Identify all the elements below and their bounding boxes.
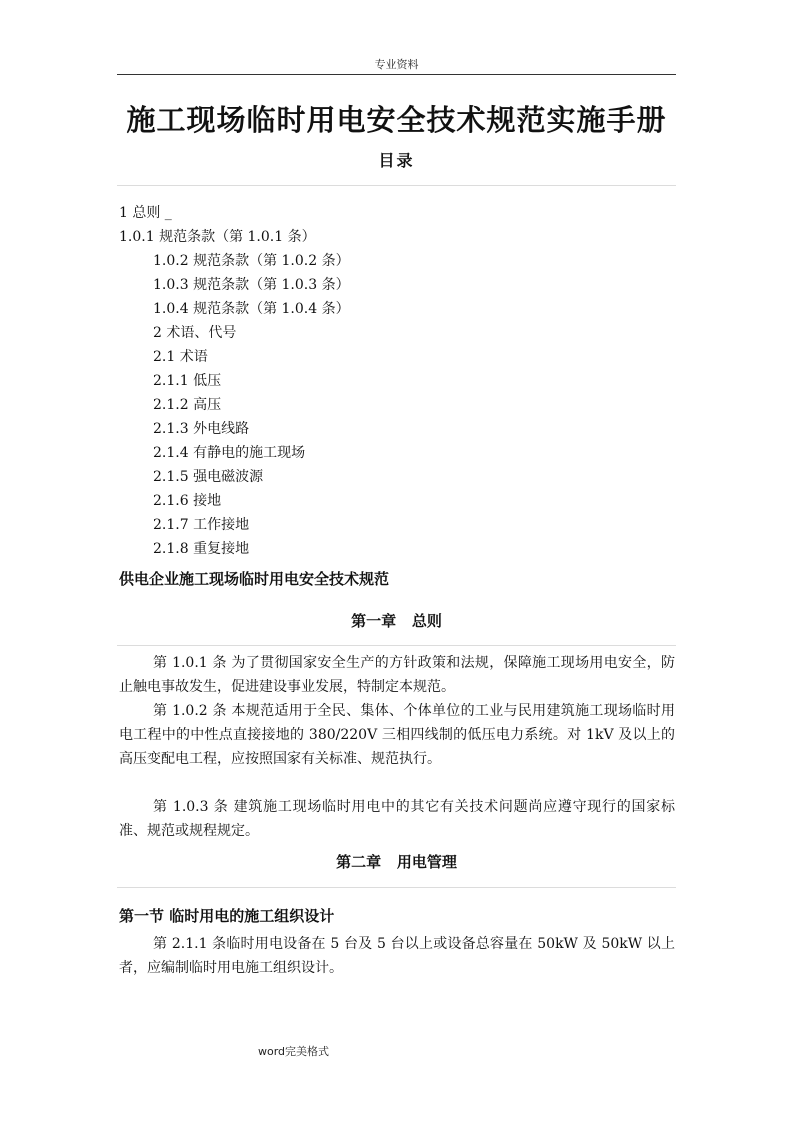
chapter-title: 第一章 总则 <box>351 612 442 630</box>
paragraph: 第 1.0.3 条 建筑施工现场临时用电中的其它有关技术问题尚应遵守现行的国家标准、规范或规程规定。 <box>119 799 675 839</box>
toc-item[interactable]: 2.1.5 强电磁波源 <box>153 469 264 485</box>
toc-item[interactable]: 2 术语、代号 <box>153 325 237 341</box>
header-rule <box>117 74 676 75</box>
section-title: 供电企业施工现场临时用电安全技术规范 <box>119 570 390 588</box>
toc-item[interactable]: 2.1.3 外电线路 <box>153 421 250 437</box>
toc-item[interactable]: 2.1.4 有静电的施工现场 <box>153 445 306 461</box>
toc-item[interactable]: 2.1.2 高压 <box>153 397 222 413</box>
chapter-divider <box>117 887 676 888</box>
paragraph: 第 1.0.1 条 为了贯彻国家安全生产的方针政策和法规，保障施工现场用电安全，防止触电事故发生，促进建设事业发展，特制定本规范。 <box>119 655 675 695</box>
toc-item[interactable]: 2.1 术语 <box>153 349 208 365</box>
toc-item[interactable]: 1.0.4 规范条款（第 1.0.4 条） <box>153 301 350 317</box>
toc-item[interactable]: 1.0.1 规范条款（第 1.0.1 条） <box>119 229 316 245</box>
toc-item[interactable]: 2.1.6 接地 <box>153 493 222 509</box>
chapter-title: 第二章 用电管理 <box>336 853 457 871</box>
toc-item[interactable]: 1 总则 _ <box>119 205 172 221</box>
toc-item[interactable]: 1.0.3 规范条款（第 1.0.3 条） <box>153 277 350 293</box>
section-heading: 第一节 临时用电的施工组织设计 <box>119 907 335 925</box>
toc-heading: 目录 <box>378 151 415 170</box>
paragraph: 第 1.0.2 条 本规范适用于全民、集体、个体单位的工业与民用建筑施工现场临时用电工程中的中性点直接接地的 380/220V 三相四线制的低压电力系统。对 1kV 及以上的高压变配电工程，应按照国家有关标准、规范执行。 <box>119 703 675 767</box>
toc-item[interactable]: 2.1.7 工作接地 <box>153 517 250 533</box>
toc-item[interactable]: 2.1.1 低压 <box>153 373 222 389</box>
document-title: 施工现场临时用电安全技术规范实施手册 <box>126 103 667 137</box>
toc-divider <box>117 185 676 186</box>
toc-item[interactable]: 2.1.8 重复接地 <box>153 541 250 557</box>
toc-item[interactable]: 1.0.2 规范条款（第 1.0.2 条） <box>153 253 350 269</box>
page-footer: word完美格式 <box>258 1045 330 1058</box>
paragraph: 第 2.1.1 条临时用电设备在 5 台及 5 台以上或设备总容量在 50kW 及 50kW 以上者，应编制临时用电施工组织设计。 <box>119 936 675 976</box>
page-header: 专业资料 <box>374 58 419 71</box>
chapter-divider <box>117 645 676 646</box>
